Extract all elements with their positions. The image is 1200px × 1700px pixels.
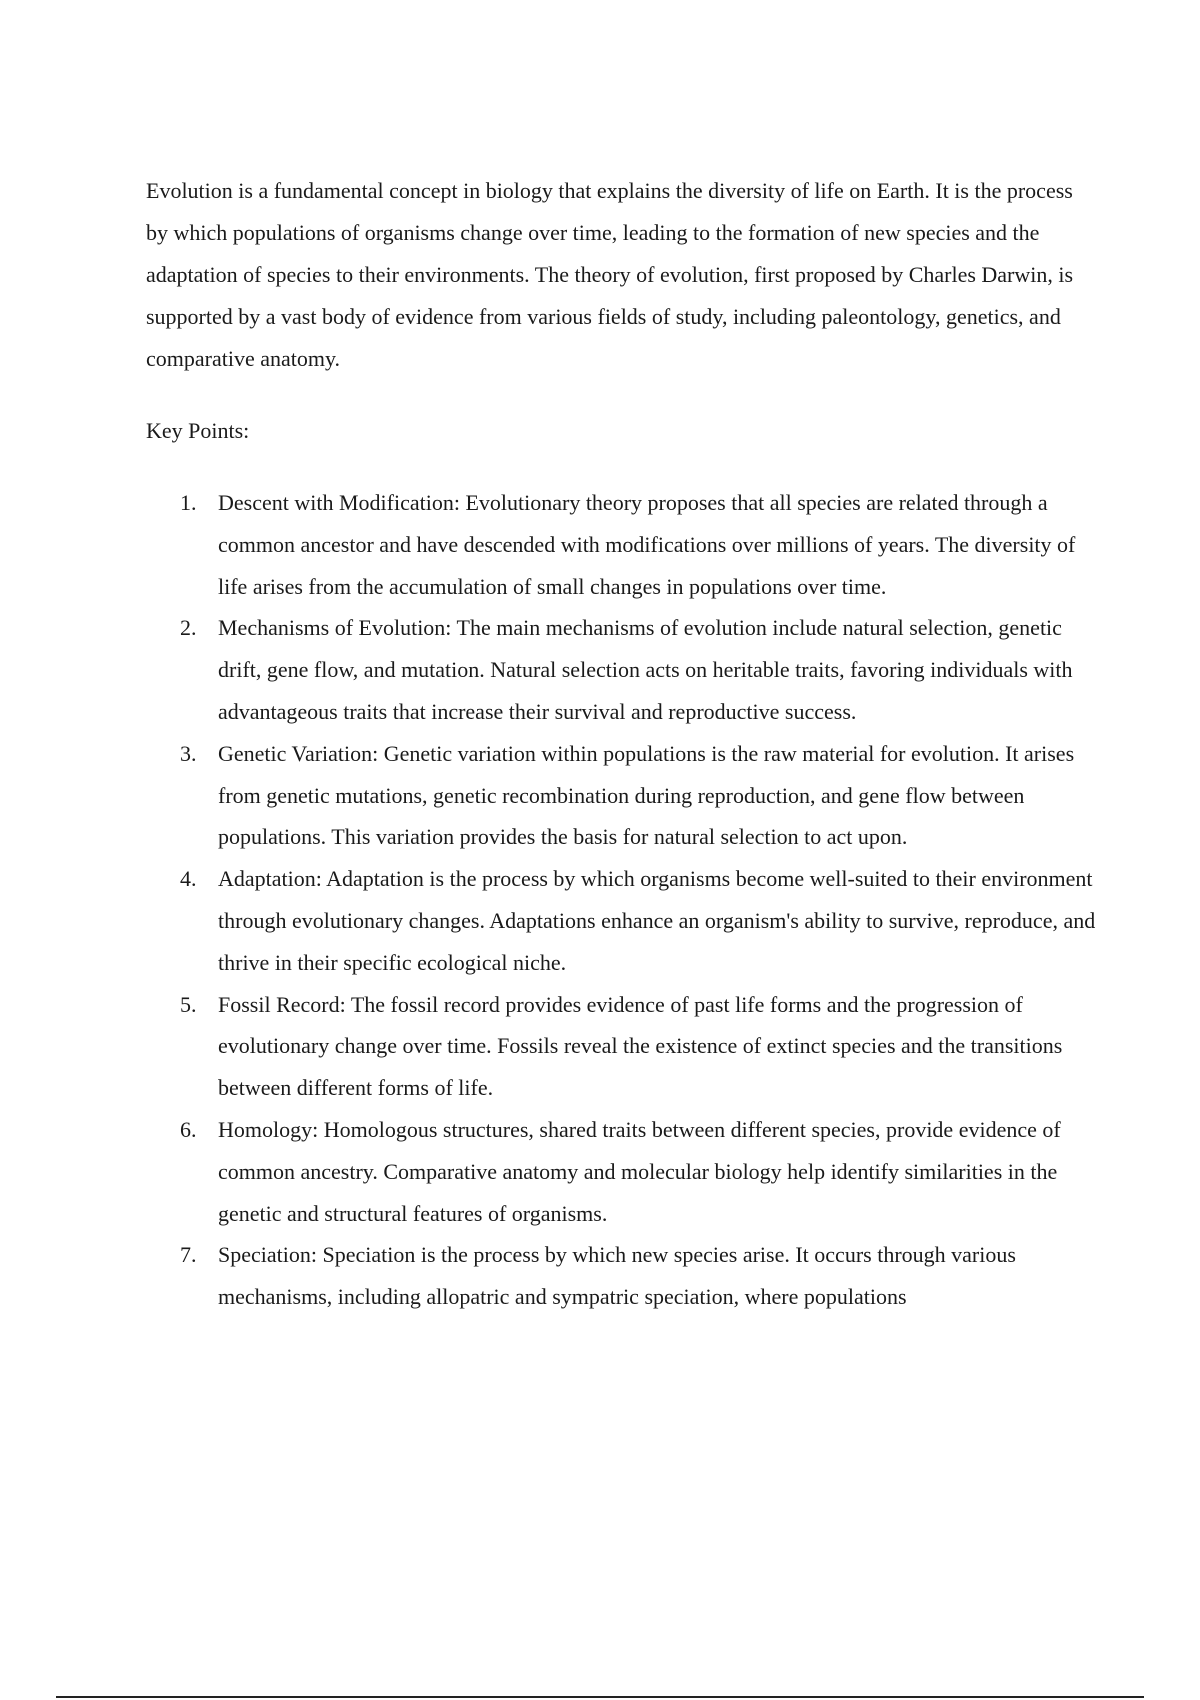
- list-item: [146, 984, 1096, 1109]
- list-item-number: 4.: [180, 866, 197, 892]
- list-item: [146, 482, 1096, 607]
- list-item: [146, 1109, 1096, 1234]
- page-bottom-divider: [56, 1696, 1144, 1698]
- list-item-text: Descent with Modification: Evolutionary theory proposes that all species are related through a common ancestor and have descended with modifications over millions of years. The diversity of life arises from the accumulation of small changes in populations over time.: [218, 490, 1076, 599]
- list-item-number: 1.: [180, 490, 197, 515]
- list-item-number: 7.: [180, 1242, 197, 1268]
- list-item-text: Mechanisms of Evolution: The main mechanisms of evolution include natural selection, genetic drift, gene flow, and mutation. Natural selection acts on heritable traits, favoring individuals with advantageous traits that increase their survival and reproductive success.: [218, 615, 1073, 724]
- list-item: [146, 733, 1096, 858]
- intro-paragraph: Evolution is a fundamental concept in biology that explains the diversity of life on Earth. It is the process by which populations of organisms change over time, leading to the formation of new species and the adaptation of species to their environments. The theory of evolution, first proposed by Charles Darwin, is supported by a vast body of evidence from various fields of study, including paleontology, genetics, and comparative anatomy.: [146, 178, 1074, 371]
- list-item: [146, 607, 1096, 732]
- list-item-text: Homology: Homologous structures, shared traits between different species, provide evidence of common ancestry. Comparative anatomy and molecular biology help identify similarities in the genetic and structural features of organisms.: [218, 1116, 1061, 1226]
- list-item-text: Speciation: Speciation is the process by which new species arise. It occurs through various mechanisms, including allopatric and sympatric speciation, where populations: [218, 1242, 1016, 1310]
- list-item: [146, 1234, 1096, 1318]
- list-item-text: Adaptation: Adaptation is the process by which organisms become well-suited to their environment through evolutionary changes. Adaptations enhance an organism's ability to survive, reproduce, and thrive in their specific ecological niche.: [218, 866, 1096, 975]
- key-points-heading: Key Points:: [146, 418, 250, 443]
- list-item-number: 2.: [180, 615, 197, 641]
- list-item-number: 5.: [180, 991, 197, 1017]
- key-points-list: [146, 482, 1096, 1318]
- list-item-number: 3.: [180, 740, 197, 766]
- list-item-text: Fossil Record: The fossil record provides evidence of past life forms and the progression of evolutionary change over time. Fossils reveal the existence of extinct species and the transitions between different forms of life.: [218, 991, 1063, 1101]
- list-item-text: Genetic Variation: Genetic variation within populations is the raw material for evolution. It arises from genetic mutations, genetic recombination during reproduction, and gene flow between populations. This variation provides the basis for natural selection to act upon.: [218, 740, 1075, 850]
- list-item: [146, 858, 1096, 983]
- list-item-number: 6.: [180, 1116, 197, 1142]
